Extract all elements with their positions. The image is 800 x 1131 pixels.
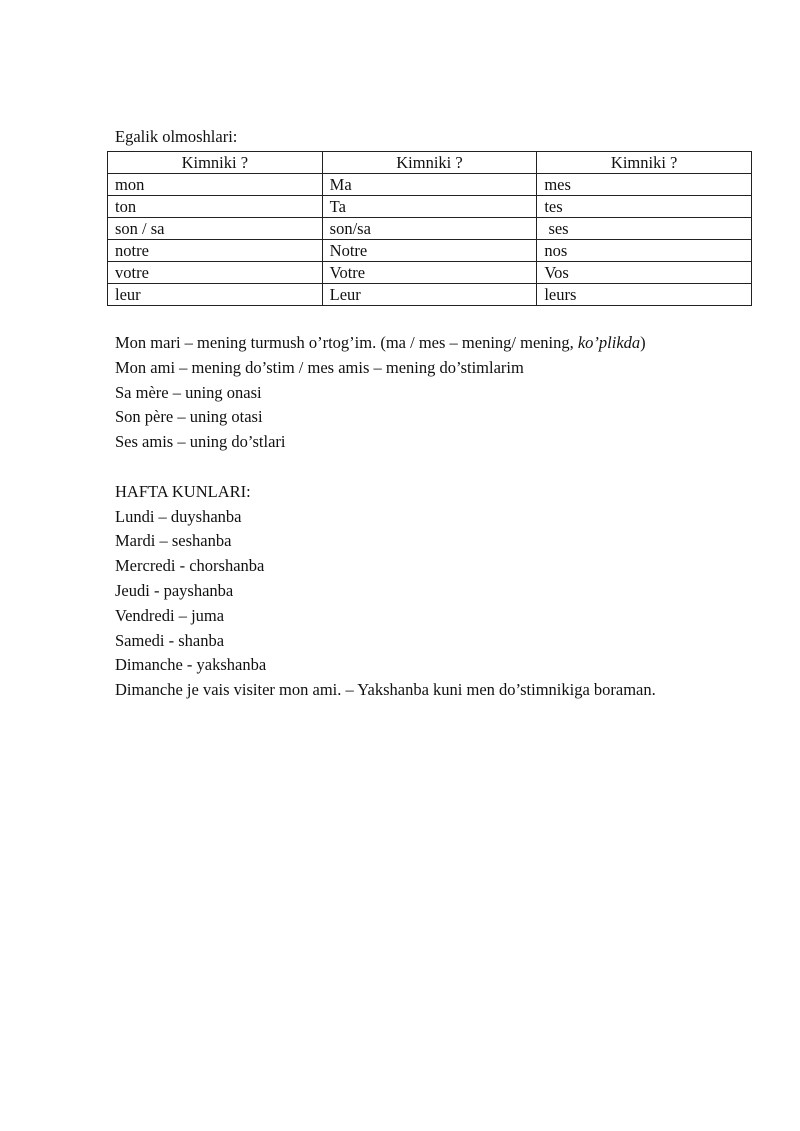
example-line-mon-mari xyxy=(115,331,755,356)
table-row xyxy=(108,284,752,306)
example-line-sa-mere: Sa mère – uning onasi xyxy=(115,382,262,402)
days-heading: HAFTA KUNLARI: xyxy=(115,481,251,501)
table-cell: ton xyxy=(108,196,323,218)
day-item: Mercredi - chorshanba xyxy=(115,556,265,576)
table-cell: mon xyxy=(108,174,323,196)
possessive-pronouns-table xyxy=(107,151,752,306)
example-italic-text: ko’plikda xyxy=(577,333,641,352)
example-line-mon-ami: Mon ami – mening do’stim / mes amis – mening do’stimlarim xyxy=(115,357,524,377)
example-text: ) xyxy=(640,333,646,352)
table-cell: Ma xyxy=(322,174,537,196)
table-header-cell: Kimniki ? xyxy=(537,152,752,174)
table-cell: ses xyxy=(537,218,752,240)
table-cell: leur xyxy=(108,284,323,306)
day-item: Dimanche - yakshanba xyxy=(115,655,267,675)
day-item: Vendredi – juma xyxy=(115,605,225,625)
table-cell: son / sa xyxy=(108,218,323,240)
table-cell: leurs xyxy=(537,284,752,306)
table-cell: mes xyxy=(537,174,752,196)
day-item: Jeudi - payshanba xyxy=(115,580,234,600)
document-page xyxy=(115,125,755,703)
table-row xyxy=(108,240,752,262)
table-cell: votre xyxy=(108,262,323,284)
table-cell: nos xyxy=(537,240,752,262)
table-row xyxy=(108,218,752,240)
day-item: Samedi - shanba xyxy=(115,630,225,650)
table-caption: Egalik olmoshlari: xyxy=(115,127,238,146)
example-line-son-pere: Son père – uning otasi xyxy=(115,407,263,427)
table-header-cell: Kimniki ? xyxy=(322,152,537,174)
table-row xyxy=(108,196,752,218)
day-item: Lundi – duyshanba xyxy=(115,506,242,526)
table-row xyxy=(108,262,752,284)
table-cell: Vos xyxy=(537,262,752,284)
table-cell: Leur xyxy=(322,284,537,306)
table-header-row xyxy=(108,152,752,174)
table-cell: son/sa xyxy=(322,218,537,240)
table-cell: Ta xyxy=(322,196,537,218)
table-cell: Votre xyxy=(322,262,537,284)
table-header-cell: Kimniki ? xyxy=(108,152,323,174)
table-cell: notre xyxy=(108,240,323,262)
example-sentence: Dimanche je vais visiter mon ami. – Yakshanba kuni men do’stimnikiga boraman. xyxy=(115,680,656,700)
table-cell: Notre xyxy=(322,240,537,262)
table-row xyxy=(108,174,752,196)
example-text: Mon mari – mening turmush o’rtog’im. (ma / mes – mening/ mening, xyxy=(115,333,578,352)
example-line-ses-amis: Ses amis – uning do’stlari xyxy=(115,432,286,452)
day-item: Mardi – seshanba xyxy=(115,531,232,551)
table-cell: tes xyxy=(537,196,752,218)
